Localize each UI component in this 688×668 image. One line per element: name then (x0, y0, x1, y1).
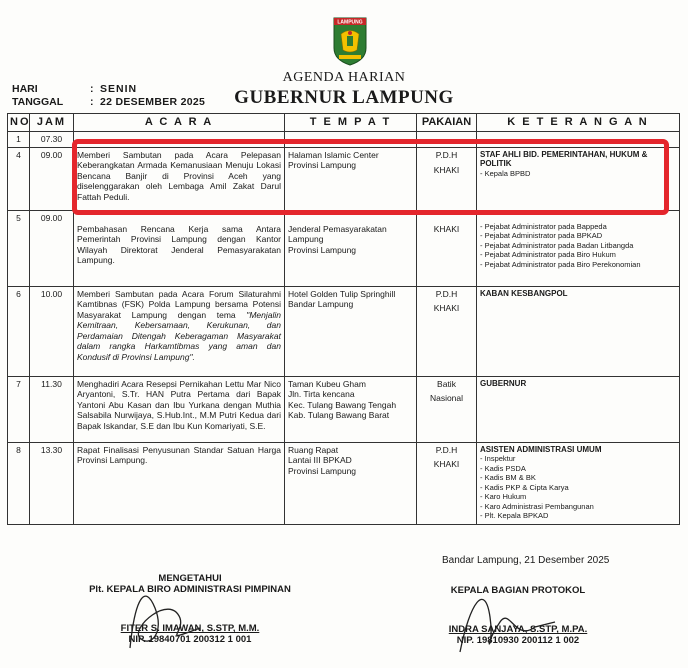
row-acara: Memberi Sambutan pada Acara Pelepasan Keberangkatan Armada Kemanusiaan Menuju Lokasi Bencana Banjir di Provinsi Aceh yang diselenggarakan oleh Lembaga Amil Zakat Darul Fattah Peduli. (74, 147, 285, 210)
row-tempat (285, 376, 417, 442)
table-header-row (8, 114, 680, 132)
tempat-line: Lantai III BPKAD (288, 455, 352, 465)
row-acara (74, 286, 285, 376)
acara-text: Memberi Sambutan pada Acara Forum Silaturahmi Kamtibnas (FSK) Polda Lampung bersama Potensi Masyarakat Lampung dengan tema (77, 288, 281, 320)
left-sign-position: Plt. KEPALA BIRO ADMINISTRASI PIMPINAN (89, 584, 291, 595)
ket-item: - Kadis PSDA (480, 463, 526, 473)
table-row (8, 210, 680, 286)
acara-theme: "Menjalin Kemitraan, Kebersamaan, Kerukunan, dan Perdamaian Ditengah Keberagaman Masyarakat dalam rangka Harkamtibmas yang aman dan Kondusif di Provinsi Lampung". (77, 309, 281, 362)
pakaian-line: P.D.H (435, 444, 458, 455)
ket-head: KABAN KESBANGPOL (480, 288, 568, 298)
tanggal-value: 22 DESEMBER 2025 (100, 96, 206, 108)
table-row (8, 286, 680, 376)
tempat-line: Kec. Tulang Bawang Tengah (288, 399, 397, 410)
ket-item: - Pejabat Administrator pada Bappeda (480, 221, 607, 231)
tempat-line: Provinsi Lampung (288, 160, 357, 170)
row-no: 7 (8, 376, 30, 442)
tempat-line: Jln. Tirta kencana (288, 389, 355, 399)
col-tempat: T E M P A T (285, 114, 417, 132)
row-keterangan (477, 286, 680, 376)
ket-item: - Kadis BM & BK (480, 473, 536, 482)
ket-head: GUBERNUR (480, 378, 527, 388)
row-keterangan (477, 210, 680, 286)
ket-item: - Karo Administrasi Pembangunan (480, 501, 594, 511)
row-pakaian (417, 376, 477, 442)
table-row (8, 442, 680, 524)
ket-item: - Kepala BPBD (480, 168, 531, 178)
pakaian-line: P.D.H (435, 149, 458, 160)
row-jam: 13.30 (30, 442, 74, 524)
row-pakaian (417, 286, 477, 376)
logo-text: LAMPUNG (337, 19, 363, 26)
col-keterangan: K E T E R A N G A N (477, 114, 680, 132)
tempat-line: Kab. Tulang Bawang Barat (288, 410, 390, 420)
left-signature-scribble (100, 578, 230, 658)
col-pakaian: PAKAIAN (417, 114, 477, 132)
left-sign-name: FITER S. IMAWAN, S.STP, M.M. (120, 623, 260, 634)
pakaian-line: Nasional (429, 393, 464, 403)
row-jam: 07.30 (30, 132, 74, 148)
row-jam: 09.00 (30, 210, 74, 286)
row-jam: 10.00 (30, 286, 74, 376)
hari-colon: : (90, 83, 94, 95)
ket-item: - Kadis PKP & Cipta Karya (480, 482, 569, 492)
tempat-line: Jenderal Pemasyarakatan (288, 223, 387, 234)
pakaian-line: KHAKI (433, 459, 460, 469)
tempat-line: Hotel Golden Tulip Springhill (288, 288, 396, 299)
tempat-line: Bandar Lampung (288, 299, 354, 309)
tempat-line: Lampung (288, 234, 324, 244)
pakaian-line: KHAKI (433, 223, 460, 234)
row-tempat (285, 442, 417, 524)
col-jam: JAM (30, 114, 74, 132)
left-sign-nip: NIP. 19840701 200312 1 001 (128, 634, 252, 645)
table-row (8, 376, 680, 442)
sign-date: Bandar Lampung, 21 Desember 2025 (442, 555, 610, 566)
ket-item: - Inspektur (480, 454, 516, 463)
left-sign-label: MENGETAHUI (158, 573, 222, 584)
tempat-line: Halaman Islamic Center (288, 149, 379, 160)
row-pakaian (417, 210, 477, 286)
hari-value: SENIN (100, 83, 138, 95)
row-no: 6 (8, 286, 30, 376)
pakaian-line: Batik (437, 378, 456, 389)
ket-item: - Pejabat Administrator pada Biro Hukum (480, 250, 616, 259)
right-signature-scribble (440, 582, 570, 662)
ket-item: - Pejabat Administrator pada Biro Perekonomian (480, 259, 641, 269)
ket-item: - Plt. Kepala BPKAD (480, 511, 549, 520)
agenda-title: AGENDA HARIAN (282, 70, 406, 85)
row-pakaian (417, 442, 477, 524)
tempat-line: Provinsi Lampung (288, 244, 357, 255)
row-no: 8 (8, 442, 30, 524)
highlight-box (72, 139, 669, 215)
tanggal-label: TANGGAL (12, 96, 64, 108)
hari-label: HARI (12, 83, 38, 95)
ket-item: - Pejabat Administrator pada BPKAD (480, 231, 603, 240)
pakaian-line: KHAKI (433, 303, 460, 313)
pakaian-line: P.D.H (435, 288, 458, 299)
tempat-line: Ruang Rapat (288, 444, 339, 455)
ket-head: STAF AHLI BID. PEMERINTAHAN, HUKUM & POLITIK (480, 149, 648, 168)
right-sign-position: KEPALA BAGIAN PROTOKOL (450, 585, 586, 596)
row-acara: Menghadiri Acara Resepsi Pernikahan Lettu Mar Nico Aryantoni, S.Tr. HAN Putra Pertama dari Bapak Yantoni Abu Kasan dan Ibu Yurkana dengan Muthia Salsabila Nurwijaya, S.Hub.Int., M.M Putri Kedua dari Bapak Iskandar, S.E dan Ibu Kun Komariyati, S.E. (74, 376, 285, 442)
tempat-line: Taman Kubeu Gham (288, 378, 366, 389)
row-keterangan (477, 442, 680, 524)
col-no: NO (8, 114, 30, 132)
pakaian-line: KHAKI (433, 165, 460, 175)
row-no: 5 (8, 210, 30, 286)
right-sign-name: INDRA SANJAYA, S.STP, M.PA. (448, 624, 588, 635)
lampung-logo (331, 14, 369, 66)
row-tempat (285, 286, 417, 376)
ket-item: - Karo Hukum (480, 492, 527, 501)
row-no: 1 (8, 132, 30, 148)
row-jam: 11.30 (30, 376, 74, 442)
tanggal-colon: : (90, 96, 94, 108)
governor-title: GUBERNUR LAMPUNG (234, 87, 454, 108)
row-acara: Rapat Finalisasi Penyusunan Standar Satuan Harga Provinsi Lampung. (74, 442, 285, 524)
row-tempat (285, 210, 417, 286)
row-jam: 09.00 (30, 147, 74, 210)
row-keterangan (477, 376, 680, 442)
tempat-line: Provinsi Lampung (288, 465, 357, 476)
acara-text: Pembahasan Rencana Kerja sama Antara Pemerintah Provinsi Lampung dengan Kantor Wilayah Direktorat Jenderal Pemasyarakatan Lampung. (77, 223, 281, 265)
ket-head: ASISTEN ADMINISTRASI UMUM (480, 444, 602, 454)
col-acara: A C A R A (74, 114, 285, 132)
ket-item: - Pejabat Administrator pada Badan Litbangda (480, 240, 634, 250)
right-sign-nip: NIP. 19810930 200112 1 002 (456, 635, 580, 646)
row-no: 4 (8, 147, 30, 210)
row-acara (74, 210, 285, 286)
